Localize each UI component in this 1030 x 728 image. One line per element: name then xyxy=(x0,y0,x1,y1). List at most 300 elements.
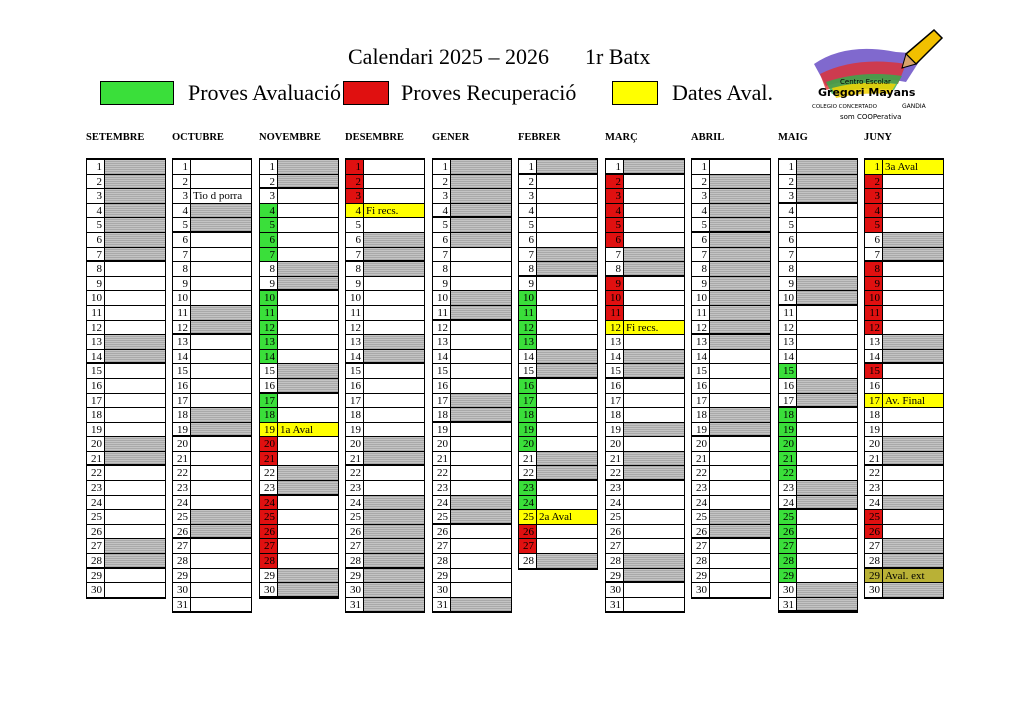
day-number: 16 xyxy=(519,379,537,393)
day-row xyxy=(606,160,684,175)
day-row xyxy=(346,233,424,248)
month-column xyxy=(345,158,425,613)
day-cell xyxy=(105,408,165,422)
day-cell xyxy=(278,248,338,262)
day-cell xyxy=(278,175,338,188)
day-number: 24 xyxy=(260,496,278,510)
day-number: 30 xyxy=(87,583,105,597)
day-number: 28 xyxy=(519,554,537,568)
day-cell xyxy=(105,539,165,553)
day-cell xyxy=(797,569,857,583)
day-cell xyxy=(883,321,943,335)
day-row xyxy=(865,539,943,554)
day-number: 7 xyxy=(779,248,797,262)
day-number: 11 xyxy=(779,306,797,320)
day-cell xyxy=(278,262,338,276)
day-cell xyxy=(624,189,684,203)
day-number: 6 xyxy=(519,233,537,247)
day-cell xyxy=(364,583,424,597)
day-cell xyxy=(364,598,424,612)
day-cell xyxy=(537,350,597,364)
day-row xyxy=(519,510,597,525)
day-number: 14 xyxy=(519,350,537,364)
day-cell xyxy=(537,218,597,232)
day-cell xyxy=(278,364,338,378)
day-row xyxy=(779,291,857,306)
day-number: 7 xyxy=(433,248,451,262)
day-cell xyxy=(191,481,251,495)
logo-text: GANDIA xyxy=(902,103,926,110)
day-cell xyxy=(710,510,770,524)
day-number: 15 xyxy=(346,364,364,378)
day-row xyxy=(346,539,424,554)
day-number: 5 xyxy=(692,218,710,231)
day-number: 23 xyxy=(346,481,364,495)
day-row xyxy=(692,233,770,248)
day-number: 7 xyxy=(692,248,710,262)
day-cell xyxy=(624,569,684,582)
month-column xyxy=(259,158,339,599)
day-row xyxy=(260,539,338,554)
day-cell xyxy=(278,583,338,596)
day-number: 16 xyxy=(865,379,883,393)
day-row xyxy=(519,452,597,467)
day-number: 28 xyxy=(433,554,451,568)
day-cell xyxy=(624,306,684,320)
day-row xyxy=(692,160,770,175)
day-cell xyxy=(278,189,338,203)
day-cell xyxy=(191,525,251,538)
day-row xyxy=(519,394,597,409)
day-number: 20 xyxy=(519,437,537,451)
day-cell xyxy=(105,350,165,363)
day-row xyxy=(779,277,857,292)
day-cell xyxy=(451,321,511,335)
day-number: 21 xyxy=(779,452,797,466)
day-number: 5 xyxy=(260,218,278,232)
day-cell xyxy=(364,233,424,247)
day-number: 14 xyxy=(87,350,105,363)
day-number: 24 xyxy=(87,496,105,510)
month-column xyxy=(432,158,512,613)
day-row xyxy=(519,306,597,321)
day-row xyxy=(173,248,251,263)
day-cell xyxy=(797,248,857,262)
day-row xyxy=(346,510,424,525)
day-row xyxy=(173,306,251,321)
day-row xyxy=(87,175,165,190)
day-number: 19 xyxy=(865,423,883,437)
day-cell xyxy=(105,262,165,276)
day-number: 29 xyxy=(433,569,451,583)
day-number: 15 xyxy=(606,364,624,377)
day-row xyxy=(519,466,597,481)
day-row xyxy=(692,452,770,467)
day-cell xyxy=(537,321,597,335)
day-cell xyxy=(451,218,511,232)
day-row xyxy=(346,379,424,394)
day-cell xyxy=(278,160,338,174)
day-number: 19 xyxy=(346,423,364,437)
day-row xyxy=(779,554,857,569)
day-number: 10 xyxy=(779,291,797,304)
month-column xyxy=(605,158,685,613)
day-cell xyxy=(710,175,770,189)
day-cell xyxy=(710,583,770,597)
day-number: 2 xyxy=(87,175,105,189)
day-number: 22 xyxy=(606,466,624,479)
day-cell xyxy=(624,379,684,393)
title-text: Calendari 2025 – 2026 xyxy=(348,44,550,69)
day-row xyxy=(606,204,684,219)
day-cell xyxy=(278,510,338,524)
day-cell xyxy=(191,321,251,334)
day-row xyxy=(173,510,251,525)
day-row xyxy=(173,291,251,306)
day-number: 8 xyxy=(692,262,710,276)
day-number: 21 xyxy=(346,452,364,465)
day-number: 18 xyxy=(865,408,883,422)
legend-dates xyxy=(612,80,773,106)
day-row xyxy=(692,248,770,263)
day-cell xyxy=(883,175,943,189)
day-row xyxy=(865,466,943,481)
day-number: 12 xyxy=(260,321,278,335)
day-cell xyxy=(710,291,770,305)
day-note: Tio d porra xyxy=(193,190,243,203)
day-cell xyxy=(191,306,251,320)
day-row xyxy=(865,452,943,467)
day-number: 27 xyxy=(346,539,364,553)
day-cell xyxy=(624,204,684,218)
legend-swatch-red xyxy=(343,81,389,105)
day-row xyxy=(173,364,251,379)
day-row xyxy=(346,583,424,598)
day-cell xyxy=(797,277,857,291)
day-cell xyxy=(278,437,338,451)
day-row xyxy=(519,554,597,569)
day-cell xyxy=(191,291,251,305)
day-number: 26 xyxy=(173,525,191,538)
day-number: 2 xyxy=(519,175,537,189)
day-cell xyxy=(710,306,770,320)
day-row xyxy=(865,248,943,263)
day-row xyxy=(606,262,684,277)
day-number: 27 xyxy=(87,539,105,553)
day-cell xyxy=(364,335,424,349)
day-cell xyxy=(710,233,770,247)
day-number: 6 xyxy=(346,233,364,247)
day-number: 10 xyxy=(260,291,278,305)
day-number: 28 xyxy=(173,554,191,568)
day-number: 17 xyxy=(865,394,883,408)
day-row xyxy=(865,306,943,321)
day-number: 6 xyxy=(173,233,191,247)
day-cell xyxy=(797,510,857,524)
day-cell xyxy=(883,539,943,553)
day-number: 25 xyxy=(173,510,191,524)
logo-text: som COOPerativa xyxy=(840,113,902,121)
day-row xyxy=(87,554,165,569)
day-row xyxy=(779,452,857,467)
day-number: 13 xyxy=(173,335,191,349)
day-number: 27 xyxy=(865,539,883,553)
day-number: 19 xyxy=(692,423,710,436)
day-cell xyxy=(710,452,770,466)
day-cell xyxy=(537,437,597,451)
day-number: 29 xyxy=(606,569,624,582)
day-row xyxy=(260,306,338,321)
day-row xyxy=(260,277,338,292)
day-cell xyxy=(710,160,770,174)
day-row xyxy=(519,350,597,365)
day-cell xyxy=(797,160,857,174)
day-number: 18 xyxy=(779,408,797,422)
day-row xyxy=(865,394,943,409)
day-cell xyxy=(537,335,597,349)
day-row xyxy=(173,569,251,584)
day-note: 2a Aval xyxy=(537,510,597,524)
day-row xyxy=(779,262,857,277)
day-number: 22 xyxy=(173,466,191,480)
day-cell xyxy=(278,481,338,494)
day-row xyxy=(519,218,597,233)
day-number: 13 xyxy=(865,335,883,349)
day-row xyxy=(779,525,857,540)
day-row xyxy=(692,525,770,540)
day-row xyxy=(519,379,597,394)
day-row xyxy=(87,262,165,277)
day-row xyxy=(346,554,424,569)
day-cell xyxy=(710,379,770,393)
day-number: 26 xyxy=(865,525,883,539)
day-cell xyxy=(364,408,424,422)
day-row xyxy=(346,218,424,233)
day-row xyxy=(519,539,597,554)
day-cell xyxy=(364,364,424,378)
day-number: 3 xyxy=(173,189,191,203)
legend-label: Proves Avaluació xyxy=(188,80,341,105)
day-number: 6 xyxy=(606,233,624,247)
day-cell xyxy=(451,350,511,364)
day-note: Fi recs. xyxy=(624,321,684,335)
day-row xyxy=(433,233,511,248)
day-number: 1 xyxy=(433,160,451,174)
day-number: 27 xyxy=(260,539,278,553)
day-number: 27 xyxy=(173,539,191,553)
month-header: SETEMBRE xyxy=(86,132,145,143)
day-row xyxy=(260,175,338,190)
day-row xyxy=(87,189,165,204)
day-row xyxy=(779,364,857,379)
day-number: 6 xyxy=(865,233,883,247)
day-cell xyxy=(624,350,684,364)
day-number: 22 xyxy=(692,466,710,480)
day-row xyxy=(606,306,684,321)
day-row xyxy=(433,364,511,379)
day-cell xyxy=(710,481,770,495)
day-number: 3 xyxy=(87,189,105,203)
day-number: 10 xyxy=(173,291,191,305)
day-row xyxy=(433,539,511,554)
day-number: 28 xyxy=(606,554,624,568)
day-row xyxy=(433,466,511,481)
day-cell xyxy=(278,350,338,364)
day-row xyxy=(87,569,165,584)
day-number: 9 xyxy=(173,277,191,291)
day-row xyxy=(173,437,251,452)
day-row xyxy=(173,175,251,190)
day-row xyxy=(606,175,684,190)
day-number: 23 xyxy=(433,481,451,495)
day-row xyxy=(260,481,338,496)
month-header: GENER xyxy=(432,132,470,143)
day-row xyxy=(433,510,511,525)
day-number: 17 xyxy=(87,394,105,408)
day-cell xyxy=(624,510,684,524)
day-cell xyxy=(537,189,597,203)
day-cell xyxy=(191,583,251,597)
day-cell xyxy=(710,554,770,568)
month-header: NOVEMBRE xyxy=(259,132,321,143)
day-cell xyxy=(537,408,597,422)
day-cell xyxy=(364,291,424,305)
day-cell xyxy=(624,291,684,305)
day-number: 11 xyxy=(606,306,624,320)
day-row xyxy=(779,175,857,190)
day-cell xyxy=(278,408,338,422)
day-cell xyxy=(797,437,857,451)
day-row xyxy=(779,481,857,496)
day-number: 18 xyxy=(87,408,105,422)
day-row xyxy=(865,335,943,350)
day-cell xyxy=(105,248,165,261)
day-cell xyxy=(451,291,511,305)
day-number: 16 xyxy=(779,379,797,393)
day-cell xyxy=(105,189,165,203)
day-number: 24 xyxy=(865,496,883,510)
day-row xyxy=(173,335,251,350)
day-number: 13 xyxy=(519,335,537,349)
day-number: 1 xyxy=(173,160,191,174)
month-header: MAIG xyxy=(778,132,808,143)
day-number: 4 xyxy=(606,204,624,218)
day-number: 25 xyxy=(606,510,624,524)
day-number: 30 xyxy=(779,583,797,597)
day-row xyxy=(260,525,338,540)
day-cell xyxy=(105,321,165,335)
day-number: 11 xyxy=(433,306,451,319)
day-number: 20 xyxy=(779,437,797,451)
day-row xyxy=(865,583,943,598)
day-number: 1 xyxy=(346,160,364,174)
day-number: 14 xyxy=(173,350,191,364)
day-row xyxy=(87,277,165,292)
day-row xyxy=(779,350,857,365)
day-number: 8 xyxy=(519,262,537,275)
day-row xyxy=(173,554,251,569)
day-row xyxy=(433,160,511,175)
day-row xyxy=(606,525,684,540)
day-row xyxy=(260,452,338,467)
day-cell xyxy=(364,160,424,174)
day-row xyxy=(519,408,597,423)
day-row xyxy=(173,379,251,394)
day-number: 20 xyxy=(865,437,883,451)
day-number: 22 xyxy=(519,466,537,479)
day-cell xyxy=(451,335,511,349)
day-number: 22 xyxy=(346,466,364,480)
day-cell xyxy=(451,160,511,174)
day-row xyxy=(606,452,684,467)
day-number: 4 xyxy=(519,204,537,218)
day-row xyxy=(606,248,684,263)
day-row xyxy=(87,306,165,321)
day-cell xyxy=(191,218,251,231)
day-number: 23 xyxy=(260,481,278,494)
day-number: 4 xyxy=(87,204,105,218)
day-cell xyxy=(797,233,857,247)
day-row xyxy=(346,350,424,365)
day-cell xyxy=(364,539,424,553)
day-row xyxy=(519,160,597,175)
day-cell xyxy=(797,598,857,611)
day-row xyxy=(346,569,424,584)
day-row xyxy=(606,218,684,233)
day-number: 29 xyxy=(173,569,191,583)
day-number: 19 xyxy=(519,423,537,437)
day-number: 22 xyxy=(260,466,278,480)
day-cell xyxy=(451,554,511,568)
day-cell xyxy=(364,423,424,437)
day-cell xyxy=(364,452,424,465)
day-number: 2 xyxy=(865,175,883,189)
day-cell xyxy=(624,437,684,451)
day-row xyxy=(346,364,424,379)
day-number: 7 xyxy=(865,248,883,261)
day-number: 23 xyxy=(692,481,710,495)
day-number: 8 xyxy=(865,262,883,276)
day-cell xyxy=(364,248,424,261)
day-row xyxy=(865,262,943,277)
day-row xyxy=(260,423,338,438)
day-number: 1 xyxy=(260,160,278,174)
day-row xyxy=(260,394,338,409)
day-row xyxy=(692,335,770,350)
day-row xyxy=(519,525,597,540)
day-number: 21 xyxy=(433,452,451,466)
day-cell xyxy=(451,306,511,319)
day-row xyxy=(433,262,511,277)
day-cell xyxy=(797,408,857,422)
day-cell xyxy=(451,583,511,597)
day-number: 12 xyxy=(173,321,191,334)
day-row xyxy=(433,306,511,321)
day-row xyxy=(346,408,424,423)
day-number: 9 xyxy=(346,277,364,291)
day-cell xyxy=(105,423,165,437)
day-row xyxy=(433,291,511,306)
day-number: 29 xyxy=(779,569,797,583)
day-row xyxy=(173,189,251,204)
day-row xyxy=(260,569,338,584)
day-row xyxy=(87,583,165,598)
day-cell xyxy=(797,335,857,349)
day-cell xyxy=(364,569,424,583)
day-cell xyxy=(883,218,943,232)
day-number: 16 xyxy=(87,379,105,393)
day-number: 10 xyxy=(606,291,624,305)
